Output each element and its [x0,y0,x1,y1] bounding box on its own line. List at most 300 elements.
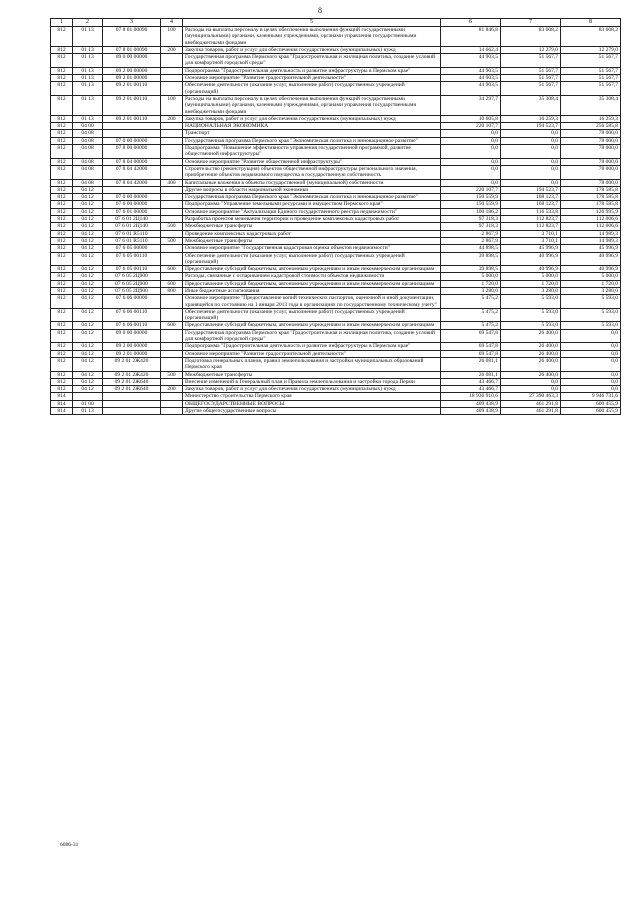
cell-expense-type [161,194,183,201]
cell-amount-2: 27 390 463,3 [501,393,561,400]
cell-expense-type [161,130,183,137]
cell-target-article: 09 2 01 00000 [103,75,161,82]
table-row [51,350,621,357]
cell-expense-type [161,408,183,415]
cell-name: Обеспечение деятельности (оказание услуг, выполнение работ) государственных учреждений (организаций) [183,252,441,266]
cell-expense-type [161,273,183,280]
table-row [51,158,621,165]
cell-admin-code: 812 [51,287,73,294]
cell-expense-type [161,245,183,252]
cell-amount-1: 39 898,5 [441,252,501,266]
cell-admin-code: 812 [51,67,73,74]
cell-target-article: 07 0 00 00000 [103,137,161,144]
cell-amount-1: 44 903,5 [441,75,501,82]
cell-amount-1: 34 297,7 [441,95,501,115]
cell-amount-2: 461 291,8 [501,400,561,407]
cell-amount-1: 44 898,5 [441,245,501,252]
cell-amount-1: 39 898,5 [441,266,501,273]
cell-amount-2: 0,0 [501,179,561,186]
cell-target-article: 09 2 01 2Ж420 [103,357,161,371]
cell-amount-3: 78 000,0 [561,130,621,137]
cell-admin-code: 812 [51,386,73,393]
cell-admin-code: 812 [51,252,73,266]
cell-amount-3: 178 585,8 [561,201,621,208]
cell-amount-2: 5 000,0 [501,273,561,280]
cell-amount-3: 5 593,0 [561,322,621,329]
cell-amount-3: 178 585,8 [561,194,621,201]
cell-section: 04 12 [73,329,103,343]
cell-amount-3: 83 608,2 [561,27,621,47]
cell-amount-2: 5 593,0 [501,322,561,329]
cell-amount-2: 0,0 [501,130,561,137]
cell-amount-1: 10 605,8 [441,115,501,122]
cell-amount-1: 44 903,5 [441,54,501,68]
cell-section: 04 08 [73,158,103,165]
cell-target-article: 07 8 01 00090 [103,27,161,47]
cell-amount-1: 220 107,7 [441,186,501,193]
cell-amount-2: 83 608,2 [501,27,561,47]
cell-section: 01 13 [73,95,103,115]
cell-target-article: 09 2 01 2Ж420 [103,371,161,378]
table-row [51,266,621,273]
cell-amount-2: 26 400,0 [501,350,561,357]
cell-amount-3: 14 989,3 [561,230,621,237]
cell-admin-code: 812 [51,357,73,371]
cell-amount-3: 40 996,9 [561,252,621,266]
cell-name: Государственная программа Пермского края "Градостроительная и жилищная политика, создание условий для комфортной городской среды" [183,54,441,68]
cell-amount-2: 194 523,7 [501,123,561,130]
cell-amount-2: 3 710,1 [501,237,561,244]
table-row [51,378,621,385]
cell-name: НАЦИОНАЛЬНАЯ ЭКОНОМИКА [183,123,441,130]
header-cell: 6 [441,19,501,27]
cell-amount-1: 97 318,3 [441,223,501,230]
cell-amount-3: 600 455,9 [561,408,621,415]
cell-amount-1: 69 547,8 [441,350,501,357]
cell-target-article: 07 6 06 00000 [103,295,161,309]
cell-amount-2: 12 279,0 [501,46,561,53]
cell-target-article: 07 6 05 00000 [103,245,161,252]
cell-section: 04 08 [73,137,103,144]
table-row [51,123,621,130]
table-row [51,95,621,115]
cell-amount-1: 0,0 [441,130,501,137]
cell-section: 04 12 [73,223,103,230]
cell-target-article: 09 2 01 00000 [103,350,161,357]
table-row [51,273,621,280]
cell-expense-type [161,165,183,179]
cell-admin-code: 812 [51,137,73,144]
cell-name: Строительство (реконструкция) объектов общественной инфраструктуры регионального значения, приобретение объектов недвижимого имущества в государственную собственность [183,165,441,179]
cell-admin-code: 814 [51,400,73,407]
table-row [51,201,621,208]
cell-amount-1: 409 438,9 [441,400,501,407]
header-cell: 7 [501,19,561,27]
cell-amount-1: 5 475,2 [441,322,501,329]
cell-name: Обеспечение деятельности (оказание услуг, выполнение работ) государственных учреждений (организаций) [183,308,441,322]
cell-name: Расходы на выплаты персоналу в целях обеспечения выполнения функций государственными (муниципальными) органами, казенными учреждениями, органами управления государственными внебюджетными фондами [183,95,441,115]
cell-target-article: 07 6 06 00110 [103,308,161,322]
cell-admin-code: 812 [51,343,73,350]
table-row [51,343,621,350]
cell-amount-2: 112 823,7 [501,216,561,223]
cell-expense-type [161,343,183,350]
cell-amount-1: 5 475,2 [441,308,501,322]
cell-name: Предоставление субсидий бюджетным, автономным учреждениям и иным некоммерческим организациям [183,266,441,273]
table-row [51,237,621,244]
cell-expense-type [161,201,183,208]
table-row [51,186,621,193]
cell-section: 04 12 [73,386,103,393]
cell-amount-1: 0,0 [441,158,501,165]
cell-name: Разработка проектов межевания территории и проведение комплексных кадастровых работ [183,216,441,223]
cell-target-article: 07 8 00 00000 [103,145,161,159]
cell-amount-2: 26 400,0 [501,329,561,343]
cell-admin-code: 812 [51,280,73,287]
cell-section: 04 12 [73,322,103,329]
cell-amount-2: 0,0 [501,137,561,144]
cell-name: Государственная программа Пермского края "Экономическая политика и инновационное развитие" [183,194,441,201]
cell-expense-type [161,230,183,237]
cell-name: Основное мероприятие "Государственная кадастровая оценка объектов недвижимости" [183,245,441,252]
cell-expense-type: 200 [161,115,183,122]
cell-admin-code: 812 [51,145,73,159]
cell-section: 04 12 [73,280,103,287]
cell-target-article: 07 8 04 42000 [103,165,161,179]
cell-expense-type [161,145,183,159]
cell-amount-3: 5 593,0 [561,308,621,322]
cell-target-article: 07 6 01 2Ц140 [103,223,161,230]
table-row [51,408,621,415]
cell-target-article: 07 6 05 2Ц900 [103,273,161,280]
cell-amount-3: 5 593,0 [561,295,621,309]
cell-amount-2: 168 123,7 [501,201,561,208]
table-row [51,194,621,201]
cell-section: 01 13 [73,75,103,82]
table-row [51,46,621,53]
header-cell: 5 [183,19,441,27]
table-row [51,54,621,68]
table-row [51,400,621,407]
cell-admin-code: 812 [51,322,73,329]
cell-section: 04 12 [73,350,103,357]
cell-target-article: 07 6 01 R5110 [103,237,161,244]
cell-admin-code: 812 [51,130,73,137]
cell-admin-code: 812 [51,82,73,96]
table-row [51,280,621,287]
cell-section: 01 13 [73,46,103,53]
cell-amount-3: 45 996,9 [561,245,621,252]
cell-section: 04 12 [73,194,103,201]
header-row [51,19,621,27]
cell-section: 04 12 [73,237,103,244]
cell-amount-3: 0,0 [561,350,621,357]
cell-amount-2: 51 567,7 [501,67,561,74]
cell-section: 04 12 [73,357,103,371]
cell-target-article: 07 6 05 00110 [103,266,161,273]
cell-target-article: 09 0 00 00000 [103,54,161,68]
table-row [51,165,621,179]
cell-amount-3: 78 000,0 [561,165,621,179]
cell-admin-code: 812 [51,216,73,223]
cell-amount-2: 26 400,0 [501,357,561,371]
cell-amount-3: 126 995,9 [561,208,621,215]
header-cell: 4 [161,19,183,27]
table-row [51,308,621,322]
cell-expense-type: 100 [161,27,183,47]
cell-amount-3: 16 259,3 [561,115,621,122]
cell-amount-3: 3 280,0 [561,287,621,294]
cell-section: 04 12 [73,252,103,266]
cell-amount-1: 69 547,8 [441,343,501,350]
cell-admin-code: 812 [51,273,73,280]
table-row [51,67,621,74]
cell-amount-2: 168 123,7 [501,194,561,201]
cell-name: Основное мероприятие "Предоставление копий технических паспортов, оценочной и иной документации, хранящейся по состоянию на 1 января 2013 года в организациях по государственному техническому учету" [183,295,441,309]
table-row [51,357,621,371]
cell-target-article [103,393,161,400]
cell-admin-code: 814 [51,408,73,415]
cell-section [73,393,103,400]
table-row [51,27,621,47]
cell-amount-1: 5 475,2 [441,295,501,309]
cell-amount-2: 26 400,0 [501,343,561,350]
cell-section: 01 13 [73,408,103,415]
cell-name: Обеспечение деятельности (оказание услуг, выполнение работ) государственных учреждений (организаций) [183,82,441,96]
cell-name: Подпрограмма "Управление земельными ресурсами и имуществом Пермского края" [183,201,441,208]
cell-admin-code: 812 [51,179,73,186]
cell-name: Подпрограмма "Градостроительная деятельность и развитие инфраструктуры в Пермском крае" [183,67,441,74]
cell-expense-type [161,137,183,144]
cell-target-article: 07 8 04 42000 [103,179,161,186]
table-row [51,245,621,252]
cell-expense-type: 100 [161,95,183,115]
cell-amount-1: 409 438,9 [441,408,501,415]
cell-amount-3: 78 000,0 [561,158,621,165]
cell-name: Подготовка генеральных планов, правил землепользования и застройки муниципальных образований Пермского края [183,357,441,371]
cell-expense-type: 600 [161,322,183,329]
cell-admin-code: 812 [51,329,73,343]
cell-section: 01 13 [73,67,103,74]
cell-admin-code: 812 [51,295,73,309]
cell-expense-type [161,308,183,322]
cell-amount-1: 26 081,1 [441,357,501,371]
cell-amount-1: 44 903,5 [441,82,501,96]
cell-target-article: 07 6 05 2Ц900 [103,280,161,287]
cell-amount-1: 100 186,2 [441,208,501,215]
cell-target-article: 07 6 06 00110 [103,322,161,329]
cell-admin-code: 812 [51,75,73,82]
cell-amount-2: 0,0 [501,378,561,385]
cell-amount-3: 600 455,9 [561,400,621,407]
cell-target-article [103,408,161,415]
cell-name: Проведение комплексных кадастровых работ [183,230,441,237]
cell-admin-code: 812 [51,54,73,68]
cell-target-article: 09 2 01 00110 [103,82,161,96]
cell-section: 04 12 [73,245,103,252]
cell-section: 04 12 [73,287,103,294]
cell-amount-1: 18 936 910,6 [441,393,501,400]
cell-section: 04 08 [73,145,103,159]
cell-expense-type [161,378,183,385]
table-row [51,386,621,393]
cell-amount-1: 44 903,5 [441,67,501,74]
cell-target-article: 09 2 01 00110 [103,95,161,115]
table-row [51,179,621,186]
cell-expense-type [161,208,183,215]
cell-amount-2: 0,0 [501,165,561,179]
cell-amount-2: 0,0 [501,386,561,393]
cell-amount-1: 2 867,9 [441,230,501,237]
cell-expense-type: 800 [161,287,183,294]
table-row [51,137,621,144]
cell-amount-1: 0,0 [441,165,501,179]
header-cell: 3 [103,19,161,27]
table-row [51,223,621,230]
cell-amount-3: 112 006,6 [561,216,621,223]
cell-amount-2: 45 996,9 [501,245,561,252]
cell-name: Основное мероприятие "Актуализация Единого государственного реестра недвижимости" [183,208,441,215]
cell-amount-3: 9 946 731,6 [561,393,621,400]
cell-expense-type [161,350,183,357]
cell-section: 04 12 [73,201,103,208]
cell-target-article [103,186,161,193]
cell-expense-type: 500 [161,237,183,244]
cell-expense-type [161,329,183,343]
cell-amount-3: 0,0 [561,357,621,371]
cell-section: 04 12 [73,308,103,322]
cell-amount-2: 0,0 [501,145,561,159]
cell-target-article: 09 2 01 2Ж640 [103,386,161,393]
cell-amount-2: 5 593,0 [501,308,561,322]
cell-target-article: 07 6 01 2Ц140 [103,216,161,223]
cell-admin-code: 812 [51,230,73,237]
table-row [51,216,621,223]
cell-amount-3: 51 567,7 [561,67,621,74]
cell-amount-1: 81 846,8 [441,27,501,47]
cell-admin-code: 812 [51,123,73,130]
cell-amount-1: 26 081,1 [441,371,501,378]
cell-name: Иные бюджетные ассигнования [183,287,441,294]
cell-amount-2: 16 259,3 [501,115,561,122]
table-row [51,230,621,237]
cell-amount-2: 26 400,0 [501,371,561,378]
cell-expense-type [161,357,183,371]
cell-admin-code: 812 [51,308,73,322]
cell-section: 04 12 [73,343,103,350]
cell-name: Закупка товаров, работ и услуг для обеспечения государственных (муниципальных) нужд [183,386,441,393]
cell-target-article: 09 2 00 00000 [103,67,161,74]
cell-amount-2: 3 710,1 [501,230,561,237]
cell-target-article: 07 6 00 00000 [103,201,161,208]
cell-expense-type: 600 [161,266,183,273]
cell-expense-type [161,295,183,309]
cell-expense-type [161,75,183,82]
cell-section: 04 12 [73,230,103,237]
cell-amount-1: 0,0 [441,179,501,186]
cell-amount-1: 0,0 [441,145,501,159]
cell-expense-type: 600 [161,280,183,287]
cell-expense-type [161,158,183,165]
table-row [51,130,621,137]
cell-expense-type: 200 [161,46,183,53]
cell-target-article: 07 6 05 00110 [103,252,161,266]
cell-admin-code: 814 [51,393,73,400]
cell-amount-3: 51 567,7 [561,54,621,68]
cell-amount-3: 1 720,0 [561,280,621,287]
cell-amount-1: 5 000,0 [441,273,501,280]
cell-amount-2: 0,0 [501,158,561,165]
cell-admin-code: 812 [51,266,73,273]
cell-name: Основное мероприятие "Развитие общественной инфраструктуры" [183,158,441,165]
cell-amount-3: 78 000,0 [561,179,621,186]
header-cell: 2 [73,19,103,27]
cell-target-article: 09 0 00 00000 [103,329,161,343]
cell-name: Межбюджетные трансферты [183,237,441,244]
cell-amount-2: 40 996,9 [501,252,561,266]
cell-section: 04 08 [73,130,103,137]
cell-name: Закупка товаров, работ и услуг для обеспечения государственных (муниципальных) нужд [183,46,441,53]
cell-admin-code: 812 [51,27,73,47]
cell-target-article: 07 6 01 00000 [103,208,161,215]
cell-name: Расходы на выплаты персоналу в целях обеспечения выполнения функций государственными (муниципальными) органами, казенными учреждениями, органами управления государственными внебюджетными фондами [183,27,441,47]
cell-amount-1: 150 559,9 [441,194,501,201]
cell-admin-code: 812 [51,208,73,215]
cell-name: Государственная программа Пермского края "Градостроительная и жилищная политика, создание условий для комфортной городской среды" [183,329,441,343]
cell-amount-1: 69 547,8 [441,329,501,343]
cell-amount-1: 2 867,9 [441,237,501,244]
cell-amount-3: 35 308,4 [561,95,621,115]
cell-amount-2: 116 533,8 [501,208,561,215]
footer-code: 6086-31 [60,842,79,848]
cell-section: 04 12 [73,378,103,385]
table-row [51,329,621,343]
table-row [51,371,621,378]
cell-expense-type [161,393,183,400]
cell-name: Предоставление субсидий бюджетным, автономным учреждениям и иным некоммерческим организациям [183,280,441,287]
cell-admin-code: 812 [51,165,73,179]
cell-target-article: 07 8 04 00000 [103,158,161,165]
cell-expense-type [161,54,183,68]
cell-amount-1: 43 466,7 [441,378,501,385]
cell-name: Основное мероприятие "Развитие градостроительной деятельности" [183,75,441,82]
cell-name: Межбюджетные трансферты [183,371,441,378]
cell-section: 04 12 [73,186,103,193]
table-row [51,287,621,294]
table-row [51,295,621,309]
cell-amount-1: 220 107,7 [441,123,501,130]
cell-section: 01 13 [73,54,103,68]
cell-target-article [103,400,161,407]
cell-section: 04 12 [73,208,103,215]
cell-amount-3: 256 585,8 [561,123,621,130]
cell-target-article [103,130,161,137]
cell-section: 04 12 [73,266,103,273]
cell-target-article: 09 2 01 2Ж640 [103,378,161,385]
cell-admin-code: 812 [51,95,73,115]
cell-amount-3: 0,0 [561,378,621,385]
cell-expense-type [161,216,183,223]
cell-target-article: 09 2 01 00110 [103,115,161,122]
cell-name: Подпрограмма "Повышение эффективности управления государственной программой, развитие общественной инфраструктуры" [183,145,441,159]
cell-section: 04 12 [73,295,103,309]
cell-admin-code: 812 [51,46,73,53]
cell-amount-1: 43 466,7 [441,386,501,393]
table-row [51,145,621,159]
cell-expense-type [161,82,183,96]
cell-amount-2: 3 280,0 [501,287,561,294]
cell-amount-1: 1 720,0 [441,280,501,287]
